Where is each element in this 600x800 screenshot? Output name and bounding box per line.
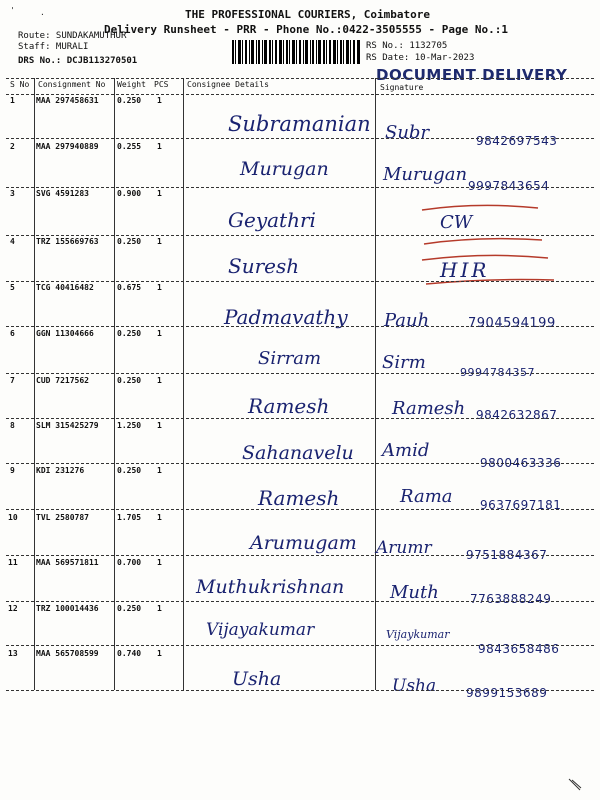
row-6-sno: 6 bbox=[10, 329, 15, 338]
row-3-consignment: SVG 4591283 bbox=[36, 189, 89, 198]
row-2-sno: 2 bbox=[10, 142, 15, 151]
row-11-weight: 0.700 bbox=[117, 558, 142, 567]
col-header-pcs: PCS bbox=[154, 80, 169, 89]
row-2-weight: 0.255 bbox=[117, 142, 142, 151]
row-1-consignee-handwritten: Subramanian bbox=[228, 112, 371, 136]
row-9-consignee-handwritten: Ramesh bbox=[258, 486, 340, 510]
row-11-phone: 7763888249 bbox=[470, 592, 552, 606]
row-1-sno: 1 bbox=[10, 96, 15, 105]
row-divider bbox=[6, 463, 594, 464]
row-7-sno: 7 bbox=[10, 376, 15, 385]
row-7-pcs: 1 bbox=[157, 376, 162, 385]
row-5-sno: 5 bbox=[10, 283, 15, 292]
row-10-weight: 1.705 bbox=[117, 513, 142, 522]
row-2-phone: 9997843654 bbox=[468, 179, 550, 193]
row-10-sno: 10 bbox=[8, 513, 18, 522]
table-header-rule bbox=[6, 94, 594, 95]
row-13-consignee-handwritten: Usha bbox=[232, 668, 282, 690]
row-divider bbox=[6, 187, 594, 188]
row-8-weight: 1.250 bbox=[117, 421, 142, 430]
row-divider bbox=[6, 601, 594, 602]
row-9-sno: 9 bbox=[10, 466, 15, 475]
row-11-consignee-handwritten: Muthukrishnan bbox=[196, 576, 345, 598]
row-6-pcs: 1 bbox=[157, 329, 162, 338]
row-5-consignment: TCG 40416482 bbox=[36, 283, 94, 292]
row-13-phone: 9899153689 bbox=[466, 686, 548, 700]
row-12-consignment: TRZ 100014436 bbox=[36, 604, 99, 613]
row-9-weight: 0.250 bbox=[117, 466, 142, 475]
row-12-consignee-handwritten: Vijayakumar bbox=[206, 620, 315, 640]
row-divider bbox=[6, 373, 594, 374]
row-8-signature: Amid bbox=[382, 440, 430, 461]
column-divider bbox=[375, 78, 376, 690]
row-5-weight: 0.675 bbox=[117, 283, 142, 292]
column-divider bbox=[34, 78, 35, 690]
col-header-consignee: Consignee Details bbox=[187, 80, 269, 89]
row-3-consignee-handwritten: Geyathri bbox=[228, 208, 316, 232]
row-9-phone: 9637697181 bbox=[480, 498, 562, 512]
col-header-consignment: Consignment No bbox=[38, 80, 106, 89]
row-7-consignment: CUD 7217562 bbox=[36, 376, 89, 385]
row-6-weight: 0.250 bbox=[117, 329, 142, 338]
row-6-phone: 9994784357 bbox=[460, 366, 535, 379]
row-5-consignee-handwritten: Padmavathy bbox=[224, 305, 348, 329]
route-label: Route: SUNDAKAMUTHUR bbox=[18, 31, 127, 41]
row-2-consignee-handwritten: Murugan bbox=[240, 158, 329, 180]
col-header-signature: Signature bbox=[380, 83, 424, 92]
row-3-sno: 3 bbox=[10, 189, 15, 198]
row-1-signature: Subr bbox=[385, 122, 430, 143]
row-7-phone: 9842632867 bbox=[476, 408, 558, 422]
row-6-consignee-handwritten: Sirram bbox=[258, 348, 322, 369]
row-divider bbox=[6, 138, 594, 139]
scan-mark: · bbox=[40, 10, 45, 19]
company-name: THE PROFESSIONAL COURIERS, Coimbatore bbox=[185, 8, 431, 21]
row-divider bbox=[6, 326, 594, 327]
row-10-pcs: 1 bbox=[157, 513, 162, 522]
row-4-consignment: TRZ 155669763 bbox=[36, 237, 99, 246]
drs-number: DRS No.: DCJB113270501 bbox=[18, 56, 138, 66]
row-13-sno: 13 bbox=[8, 649, 18, 658]
row-divider bbox=[6, 645, 594, 646]
row-3-weight: 0.900 bbox=[117, 189, 142, 198]
col-header-sno: S No bbox=[10, 80, 30, 89]
scan-mark: ' bbox=[10, 6, 15, 15]
document-delivery-stamp: DOCUMENT DELIVERY bbox=[376, 66, 568, 84]
row-8-phone: 9800463336 bbox=[480, 456, 562, 470]
row-12-sno: 12 bbox=[8, 604, 18, 613]
row-12-pcs: 1 bbox=[157, 604, 162, 613]
barcode bbox=[232, 40, 360, 64]
row-11-pcs: 1 bbox=[157, 558, 162, 567]
scan-mark bbox=[568, 778, 582, 792]
row-4-signature: HIR bbox=[440, 258, 490, 282]
row-1-pcs: 1 bbox=[157, 96, 162, 105]
signature-scribble bbox=[418, 200, 548, 250]
row-1-weight: 0.250 bbox=[117, 96, 142, 105]
row-2-consignment: MAA 297940889 bbox=[36, 142, 99, 151]
row-10-consignment: TVL 2580787 bbox=[36, 513, 89, 522]
row-4-consignee-handwritten: Suresh bbox=[228, 254, 300, 278]
row-11-consignment: MAA 569571811 bbox=[36, 558, 99, 567]
row-12-weight: 0.250 bbox=[117, 604, 142, 613]
row-3-signature: CW bbox=[440, 212, 473, 233]
row-5-signature: Pauh bbox=[384, 310, 430, 331]
rs-number: RS No.: 1132705 bbox=[366, 41, 448, 51]
row-13-consignment: MAA 565708599 bbox=[36, 649, 99, 658]
row-4-pcs: 1 bbox=[157, 237, 162, 246]
column-divider bbox=[183, 78, 184, 690]
row-3-pcs: 1 bbox=[157, 189, 162, 198]
row-1-consignment: MAA 297458631 bbox=[36, 96, 99, 105]
row-10-consignee-handwritten: Arumugam bbox=[250, 532, 357, 554]
row-7-weight: 0.250 bbox=[117, 376, 142, 385]
row-6-consignment: GGN 11304666 bbox=[36, 329, 94, 338]
row-9-pcs: 1 bbox=[157, 466, 162, 475]
row-divider bbox=[6, 281, 594, 282]
row-5-pcs: 1 bbox=[157, 283, 162, 292]
row-12-phone: 9843658486 bbox=[478, 642, 560, 656]
row-9-signature: Rama bbox=[400, 486, 453, 507]
row-9-consignment: KDI 231276 bbox=[36, 466, 85, 475]
row-2-pcs: 1 bbox=[157, 142, 162, 151]
row-6-signature: Sirm bbox=[382, 352, 426, 373]
table-bottom-rule bbox=[6, 690, 594, 691]
row-7-signature: Ramesh bbox=[392, 398, 466, 419]
row-divider bbox=[6, 555, 594, 556]
staff-label: Staff: MURALI bbox=[18, 42, 89, 52]
row-11-sno: 11 bbox=[8, 558, 18, 567]
row-8-sno: 8 bbox=[10, 421, 15, 430]
row-divider bbox=[6, 509, 594, 510]
row-divider bbox=[6, 235, 594, 236]
row-12-signature: Vijaykumar bbox=[386, 628, 450, 641]
row-13-signature: Usha bbox=[392, 676, 437, 696]
signature-scribble bbox=[418, 252, 558, 292]
row-10-signature: Arumr bbox=[376, 538, 432, 558]
row-13-weight: 0.740 bbox=[117, 649, 142, 658]
col-header-weight: Weight bbox=[117, 80, 146, 89]
row-8-pcs: 1 bbox=[157, 421, 162, 430]
rs-date: RS Date: 10-Mar-2023 bbox=[366, 53, 475, 63]
row-4-weight: 0.250 bbox=[117, 237, 142, 246]
row-5-phone: 7904594199 bbox=[468, 316, 556, 331]
table-top-rule bbox=[6, 78, 594, 79]
column-divider bbox=[114, 78, 115, 690]
row-2-signature: Murugan bbox=[383, 164, 468, 185]
row-8-consignment: SLM 315425279 bbox=[36, 421, 99, 430]
row-13-pcs: 1 bbox=[157, 649, 162, 658]
row-8-consignee-handwritten: Sahanavelu bbox=[242, 442, 354, 464]
row-11-signature: Muth bbox=[390, 582, 439, 603]
row-1-phone: 9842697543 bbox=[476, 134, 558, 148]
row-4-sno: 4 bbox=[10, 237, 15, 246]
row-10-phone: 9751884367 bbox=[466, 548, 548, 562]
row-7-consignee-handwritten: Ramesh bbox=[248, 394, 330, 418]
row-divider bbox=[6, 418, 594, 419]
runsheet-title: Delivery Runsheet - PRR - Phone No.:0422-3505555 - Page No.:1 bbox=[104, 23, 508, 36]
